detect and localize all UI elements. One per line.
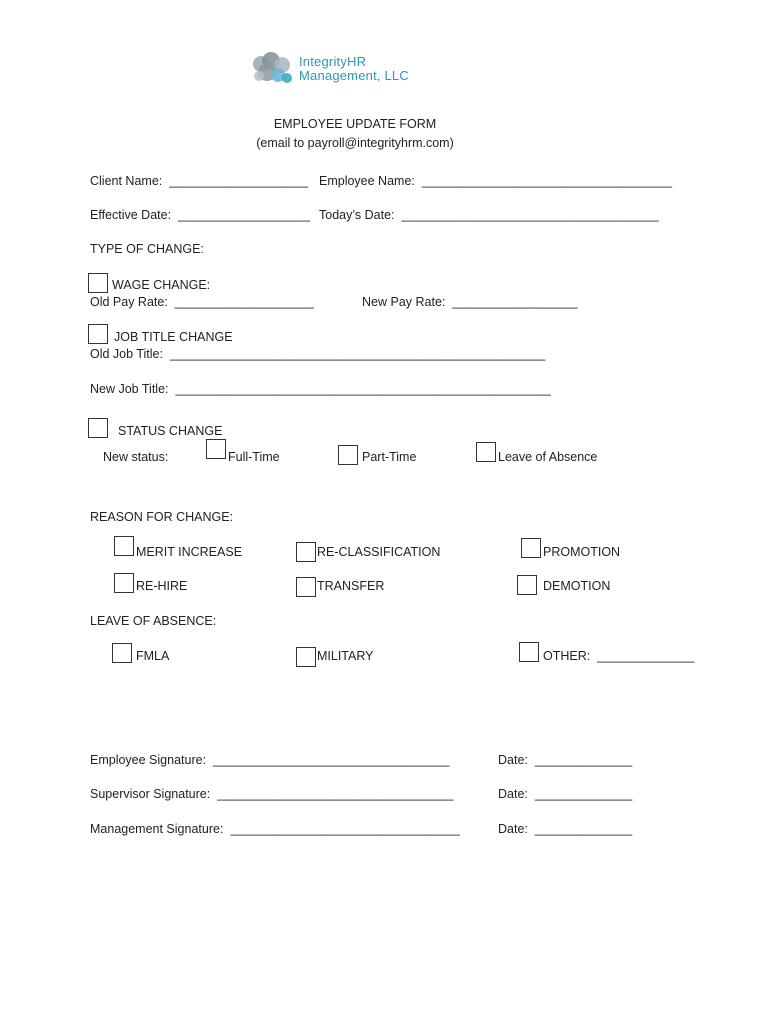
fmla-label: FMLA (136, 649, 170, 663)
employee-date-field[interactable]: Date: ______________ (498, 753, 633, 767)
effective-date-field[interactable]: Effective Date: ___________________ (90, 208, 311, 222)
re-classification-checkbox[interactable] (296, 542, 316, 562)
client-name-field[interactable]: Client Name: ____________________ (90, 174, 309, 188)
status-change-label: STATUS CHANGE (118, 424, 223, 438)
leave-of-absence-label: Leave of Absence (498, 450, 598, 464)
new-job-title-field[interactable]: New Job Title: ______________________________________________________ (90, 382, 551, 396)
new-status-label: New status: (103, 450, 169, 464)
merit-increase-checkbox[interactable] (114, 536, 134, 556)
management-signature-field[interactable]: Management Signature: _________________________________ (90, 822, 460, 836)
todays-date-field[interactable]: Today’s Date: _____________________________________ (319, 208, 659, 222)
logo-name-line2: Management, LLC (299, 68, 409, 83)
logo-name-line1: IntegrityHR (299, 54, 367, 69)
re-classification-label: RE-CLASSIFICATION (317, 545, 441, 559)
type-of-change-heading: TYPE OF CHANGE: (90, 242, 204, 256)
old-pay-rate-field[interactable]: Old Pay Rate: ____________________ (90, 295, 314, 309)
promotion-label: PROMOTION (543, 545, 621, 559)
promotion-checkbox[interactable] (521, 538, 541, 558)
other-checkbox[interactable] (519, 642, 539, 662)
wage-change-label: WAGE CHANGE: (112, 278, 211, 292)
supervisor-date-field[interactable]: Date: ______________ (498, 787, 633, 801)
fmla-checkbox[interactable] (112, 643, 132, 663)
management-date-field[interactable]: Date: ______________ (498, 822, 633, 836)
wage-change-checkbox[interactable] (88, 273, 108, 293)
form-title: EMPLOYEE UPDATE FORM (273, 117, 437, 131)
employee-name-field[interactable]: Employee Name: ____________________________________ (319, 174, 673, 188)
supervisor-signature-field[interactable]: Supervisor Signature: __________________________________ (90, 787, 454, 801)
employee-signature-field[interactable]: Employee Signature: __________________________________ (90, 753, 450, 767)
merit-increase-label: MERIT INCREASE (136, 545, 243, 559)
full-time-checkbox[interactable] (206, 439, 226, 459)
status-change-checkbox[interactable] (88, 418, 108, 438)
military-label: MILITARY (317, 649, 374, 663)
transfer-label: TRANSFER (317, 579, 385, 593)
leave-of-absence-heading: LEAVE OF ABSENCE: (90, 614, 217, 628)
part-time-label: Part-Time (362, 450, 417, 464)
reason-for-change-heading: REASON FOR CHANGE: (90, 510, 234, 524)
old-job-title-field[interactable]: Old Job Title: ______________________________________________________ (90, 347, 546, 361)
full-time-label: Full-Time (228, 450, 280, 464)
form-subtitle: (email to payroll@integrityhrm.com) (256, 136, 454, 150)
job-title-change-label: JOB TITLE CHANGE (114, 330, 233, 344)
re-hire-checkbox[interactable] (114, 573, 134, 593)
company-logo (247, 50, 437, 94)
demotion-checkbox[interactable] (517, 575, 537, 595)
transfer-checkbox[interactable] (296, 577, 316, 597)
demotion-label: DEMOTION (543, 579, 611, 593)
military-checkbox[interactable] (296, 647, 316, 667)
leave-of-absence-checkbox[interactable] (476, 442, 496, 462)
part-time-checkbox[interactable] (338, 445, 358, 465)
logo-mark-icon (247, 50, 297, 94)
new-pay-rate-field[interactable]: New Pay Rate: __________________ (362, 295, 578, 309)
other-field[interactable]: OTHER: ______________ (543, 649, 695, 663)
re-hire-label: RE-HIRE (136, 579, 188, 593)
job-title-change-checkbox[interactable] (88, 324, 108, 344)
